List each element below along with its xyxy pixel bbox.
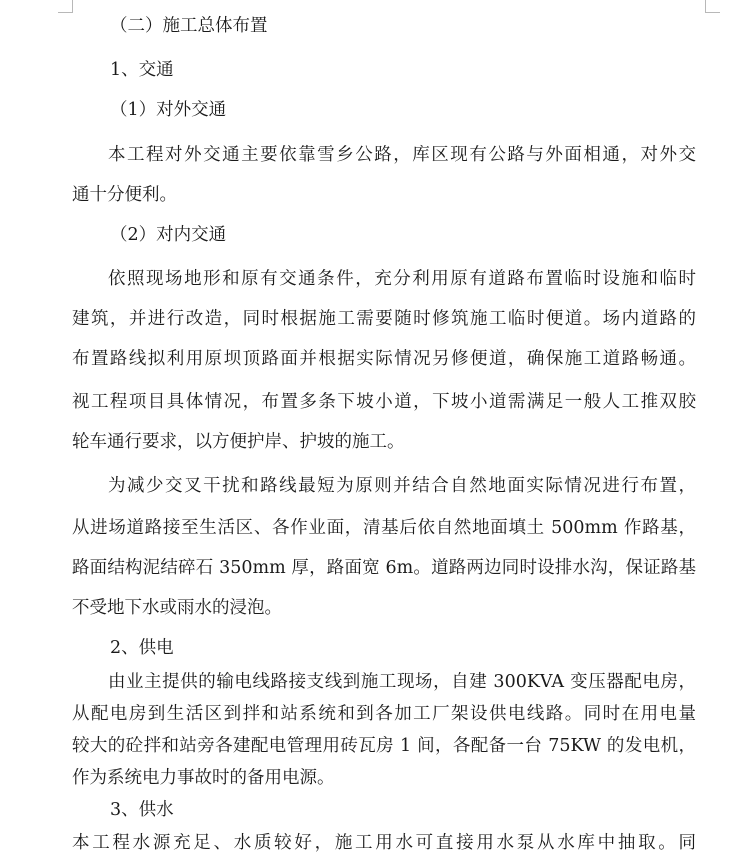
paragraph-line: 本工程对外交通主要依靠雪乡公路，库区现有公路与外面相通，对外交: [108, 145, 696, 165]
paragraph-line: 由业主提供的输电线路接支线到施工现场，自建 300KVA 变压器配电房，: [108, 672, 696, 692]
paragraph-line: 作为系统电力事故时的备用电源。: [72, 768, 335, 788]
paragraph-line: 轮车通行要求，以方便护岸、护坡的施工。: [72, 432, 405, 452]
paragraph-line: 较大的砼拌和站旁各建配电管理用砖瓦房 1 间，各配备一台 75KW 的发电机，: [72, 736, 696, 756]
paragraph-line: 本工程水源充足、水质较好，施工用水可直接用水泵从水库中抽取。同: [72, 833, 696, 853]
paragraph-line: 布置路线拟利用原坝顶路面并根据实际情况另修便道，确保施工道路畅通。: [72, 349, 696, 369]
power-heading: 2、供电: [110, 638, 174, 658]
page-corner-mark-right: [705, 0, 720, 13]
paragraph-line: 为减少交叉干扰和路线最短为原则并结合自然地面实际情况进行布置，: [108, 476, 696, 496]
water-heading: 3、供水: [110, 800, 174, 820]
paragraph-line: 依照现场地形和原有交通条件，充分利用原有道路布置临时设施和临时: [108, 269, 696, 289]
external-transport-heading: （1）对外交通: [110, 100, 227, 120]
paragraph-line: 通十分便利。: [72, 185, 177, 205]
paragraph-line: 路面结构泥结碎石 350mm 厚，路面宽 6m。道路两边同时设排水沟，保证路基: [72, 558, 696, 578]
paragraph-line: 从进场道路接至生活区、各作业面，清基后依自然地面填土 500mm 作路基，: [72, 518, 696, 538]
paragraph-line: 从配电房到生活区到拌和站系统和到各加工厂架设供电线路。同时在用电量: [72, 704, 696, 724]
page-corner-mark-left: [58, 0, 73, 13]
transport-heading: 1、交通: [110, 60, 174, 80]
paragraph-line: 建筑，并进行改造，同时根据施工需要随时修筑施工临时便道。场内道路的: [72, 309, 696, 329]
paragraph-line: 不受地下水或雨水的浸泡。: [72, 598, 282, 618]
section-heading: （二）施工总体布置: [110, 16, 268, 36]
paragraph-line: 视工程项目具体情况，布置多条下坡小道，下坡小道需满足一般人工推双胶: [72, 392, 696, 412]
internal-transport-heading: （2）对内交通: [110, 225, 227, 245]
